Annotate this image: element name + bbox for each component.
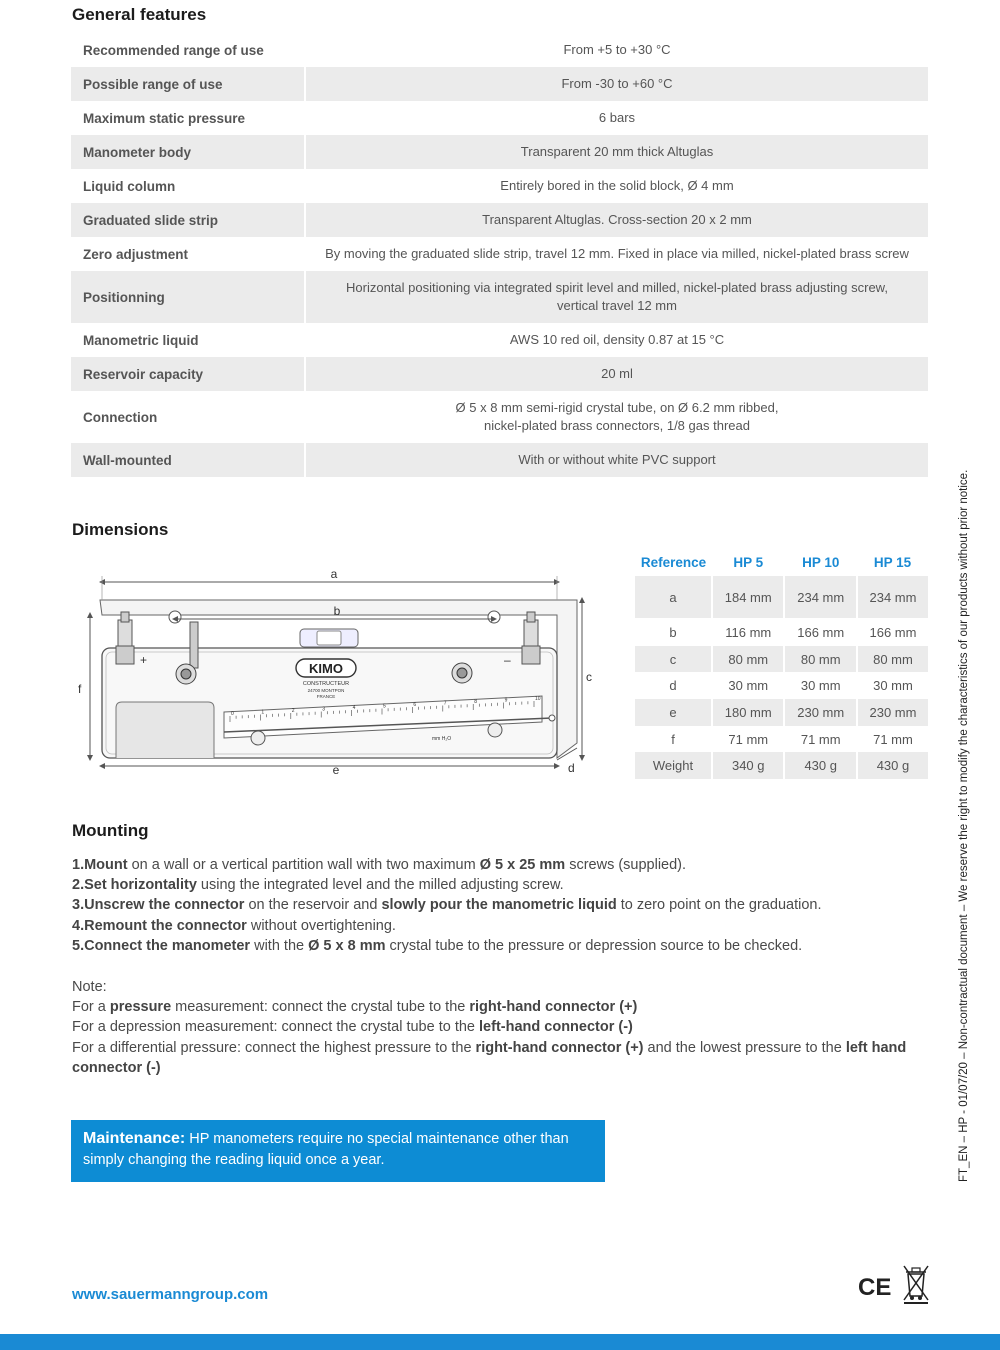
list-item: 2.Set horizontality using the integrated level and the milled adjusting screw. (72, 877, 564, 894)
scale-tick-label: 6 (413, 702, 417, 708)
dim-label-c: c (586, 670, 592, 684)
feature-row (71, 33, 928, 67)
dim-label-f: f (78, 682, 82, 696)
table-header: HP 5 (733, 554, 764, 570)
section-title-mounting: Mounting (72, 821, 149, 840)
mounting-note (72, 977, 922, 1078)
feature-row (71, 237, 928, 271)
svg-text:24700 MONTPON: 24700 MONTPON (307, 688, 345, 693)
dimensions-table (635, 548, 928, 779)
manometer-diagram (72, 560, 612, 782)
table-row: e 180 mm 230 mm 230 mm (635, 699, 928, 726)
feature-label: Connection (83, 409, 158, 425)
table-row: c 80 mm 80 mm 80 mm (635, 646, 928, 672)
feature-label: Recommended range of use (83, 42, 264, 58)
table-header: HP 15 (873, 554, 912, 570)
feature-row (71, 101, 928, 135)
website-link[interactable]: www.sauermanngroup.com (72, 1286, 269, 1303)
note-line: For a depression measurement: connect the crystal tube to the left-hand connector (-) (72, 1019, 633, 1036)
table-row: a 184 mm 234 mm 234 mm (635, 576, 928, 618)
scale-tick-label: 1 (261, 709, 265, 716)
footer-bar (0, 1334, 1000, 1350)
table-header-row (635, 548, 928, 576)
feature-value: Ø 5 x 8 mm semi-rigid crystal tube, on Ø 6.2 mm ribbed, nickel-plated brass connectors, 1/8 gas thread (455, 400, 779, 433)
feature-row (71, 323, 928, 357)
features-table (71, 33, 928, 477)
svg-text:mm H₂O: mm H₂O (432, 736, 452, 742)
dim-label-e: e (332, 763, 340, 777)
scale-tick-label: 5 (383, 703, 386, 710)
table-header: Reference (640, 554, 707, 570)
note-line: For a differential pressure: connect the highest pressure to the right-hand connector (+) and the lowest pressure to the left hand connector (-) (72, 1039, 907, 1076)
plus-label: + (140, 653, 148, 667)
weee-bin-icon (904, 1266, 928, 1304)
svg-text:KIMO: KIMO (309, 661, 343, 676)
feature-label: Zero adjustment (83, 246, 189, 262)
list-item: 5.Connect the manometer with the Ø 5 x 8 mm crystal tube to the pressure or depression source to be checked. (72, 937, 803, 954)
feature-label: Possible range of use (71, 67, 304, 101)
feature-row (71, 271, 928, 323)
feature-label: Graduated slide strip (71, 203, 304, 237)
scale-tick-label: 4 (352, 705, 356, 711)
feature-value: From -30 to +60 °C (306, 67, 928, 101)
feature-label: Wall-mounted (71, 443, 304, 477)
ce-mark-icon: CE (858, 1274, 892, 1301)
svg-text:FRANCE: FRANCE (316, 694, 336, 699)
section-title-general: General features (72, 5, 207, 24)
maintenance-text: HP manometers require no special maintenance other than simply changing the reading liquid once a year. (83, 1131, 569, 1168)
side-legal-text: FT_EN – HP - 01/07/20 – Non-contractual document – We reserve the right to modify the characteristics of our products without prior notice. (958, 469, 970, 1182)
feature-value: 20 ml (306, 357, 928, 391)
scale-tick-label: 3 (322, 706, 325, 713)
table-row: d 30 mm 30 mm 30 mm (635, 672, 928, 699)
table-row: f 71 mm 71 mm 71 mm (635, 726, 928, 752)
scale-tick-label: 2 (291, 708, 295, 714)
maintenance-box (71, 1120, 605, 1182)
dim-label-b: b (333, 604, 341, 618)
scale-tick-label: 9 (504, 697, 508, 704)
feature-label: Positionning (71, 271, 304, 323)
dim-label-d: d (568, 761, 575, 775)
feature-row (71, 391, 928, 443)
note-label: Note: (72, 979, 107, 995)
feature-value: By moving the graduated slide strip, travel 12 mm. Fixed in place via milled, nickel-plated brass screw (325, 246, 909, 261)
feature-value: From +5 to +30 °C (563, 42, 671, 57)
minus-label: – (504, 653, 511, 667)
feature-label: Manometer body (71, 135, 304, 169)
certification-marks (858, 1264, 930, 1304)
feature-row (71, 67, 928, 101)
feature-value: 6 bars (598, 110, 636, 125)
feature-value: With or without white PVC support (306, 443, 928, 477)
feature-row (71, 443, 928, 477)
feature-value: Horizontal positioning via integrated spirit level and milled, nickel-plated brass adjusting screw, vertical travel 12 mm (306, 271, 928, 323)
table-row: b 116 mm 166 mm 166 mm (635, 618, 928, 646)
feature-label: Manometric liquid (83, 332, 199, 348)
feature-value: Transparent 20 mm thick Altuglas (306, 135, 928, 169)
scale-tick-label: 8 (474, 699, 477, 705)
feature-label: Reservoir capacity (71, 357, 304, 391)
dim-label-a: a (330, 567, 338, 581)
note-line: For a pressure measurement: connect the crystal tube to the right-hand connector (+) (72, 999, 638, 1016)
feature-value: AWS 10 red oil, density 0.87 at 15 °C (509, 332, 725, 347)
feature-value: Entirely bored in the solid block, Ø 4 mm (500, 178, 734, 193)
table-row: Weight 340 g 430 g 430 g (635, 752, 928, 779)
section-title-dimensions: Dimensions (72, 520, 169, 539)
mounting-steps (72, 855, 821, 956)
list-item: 3.Unscrew the connector on the reservoir and slowly pour the manometric liquid to zero point on the graduation. (72, 897, 822, 914)
list-item: 4.Remount the connector without overtightening. (72, 917, 396, 934)
feature-value: Transparent Altuglas. Cross-section 20 x 2 mm (306, 203, 928, 237)
feature-row (71, 169, 928, 203)
feature-label: Maximum static pressure (83, 110, 246, 126)
scale-tick-label: 7 (443, 700, 447, 707)
maintenance-title: Maintenance: (83, 1130, 186, 1147)
feature-label: Liquid column (83, 178, 176, 194)
scale-tick-label: 0 (231, 711, 234, 717)
scale-tick-label: 10 (535, 696, 541, 702)
svg-text:CONSTRUCTEUR: CONSTRUCTEUR (302, 681, 350, 687)
list-item: 1.Mount on a wall or a vertical partition wall with two maximum Ø 5 x 25 mm screws (supplied). (72, 857, 687, 873)
feature-row (71, 203, 928, 237)
feature-row (71, 357, 928, 391)
feature-row (71, 135, 928, 169)
table-header: HP 10 (802, 554, 840, 570)
